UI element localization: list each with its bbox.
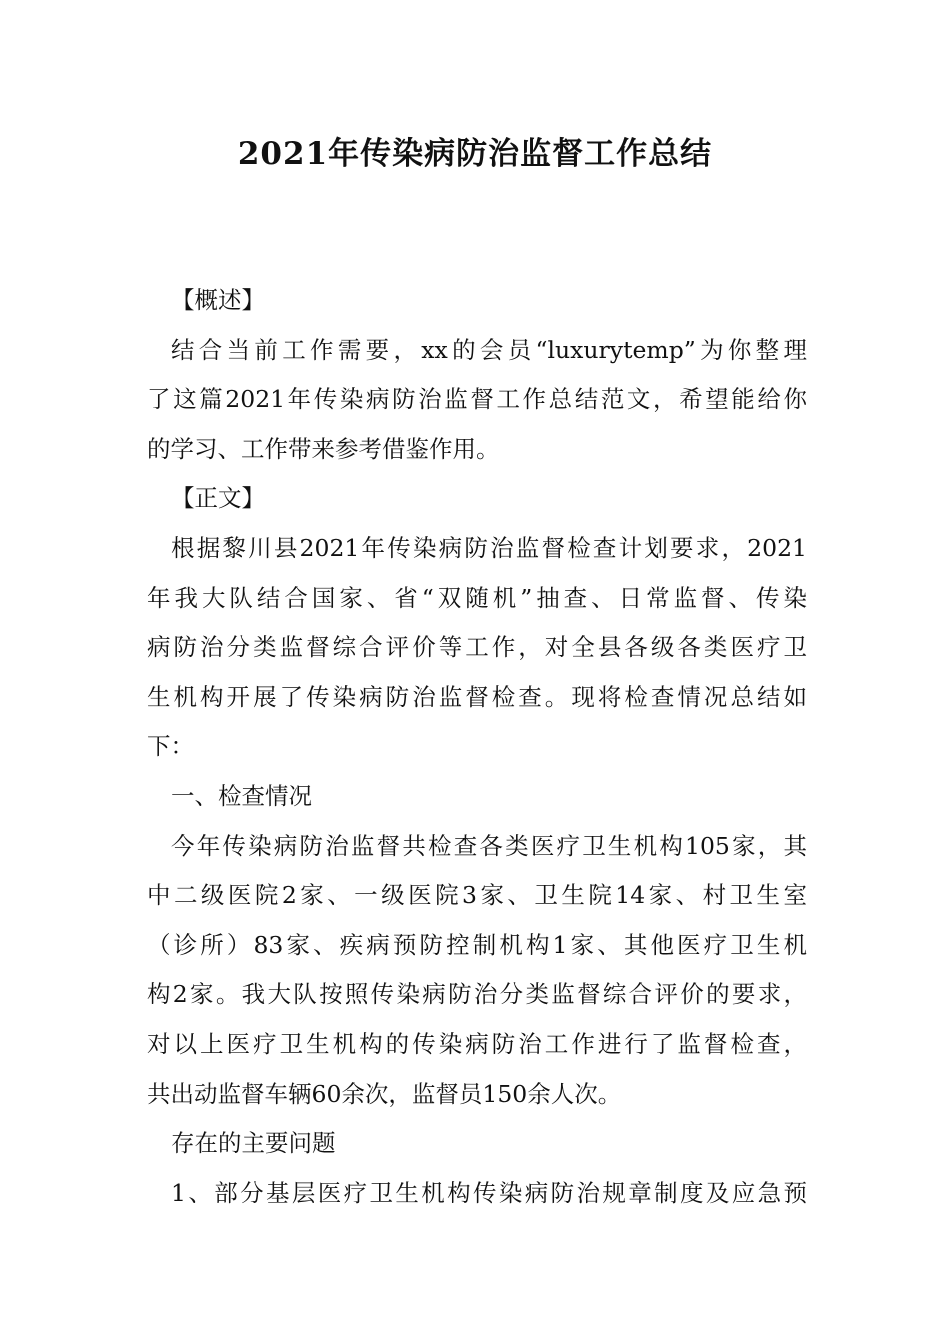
document-body [147,276,807,1218]
text-line: 年我大队结合国家、省“双随机”抽查、日常监督、传染 [147,583,807,612]
text-line: 下： [147,732,194,761]
section-heading: 【概述】 [171,286,265,314]
text-line: 构2家。我大队按照传染病防治分类监督综合评价的要求， [147,980,807,1009]
text-line: 了这篇2021年传染病防治监督工作总结范文，希望能给你 [147,385,807,414]
text-line: 结合当前工作需要，xx的会员“luxurytemp”为你整理 [171,335,807,364]
text-line: 对以上医疗卫生机构的传染病防治工作进行了监督检查， [147,1029,807,1058]
text-line: 共出动监督车辆60余次，监督员150余人次。 [147,1079,622,1108]
document-title: 2021年传染病防治监督工作总结 [237,136,713,172]
text-line: 生机构开展了传染病防治监督检查。现将检查情况总结如 [147,682,807,711]
text-line: 1、部分基层医疗卫生机构传染病防治规章制度及应急预 [171,1178,807,1207]
text-line: （诊所）83家、疾病预防控制机构1家、其他医疗卫生机 [147,930,807,959]
section-heading: 【正文】 [171,484,265,513]
text-line: 的学习、工作带来参考借鉴作用。 [147,434,500,463]
text-line: 今年传染病防治监督共检查各类医疗卫生机构105家，其 [171,831,807,860]
section-heading: 存在的主要问题 [171,1129,336,1158]
text-line: 根据黎川县2021年传染病防治监督检查计划要求，2021 [171,533,807,562]
section-heading: 一、检查情况 [171,781,312,810]
text-line: 病防治分类监督综合评价等工作，对全县各级各类医疗卫 [147,633,807,662]
text-line: 中二级医院2家、一级医院3家、卫生院14家、村卫生室 [147,881,807,910]
